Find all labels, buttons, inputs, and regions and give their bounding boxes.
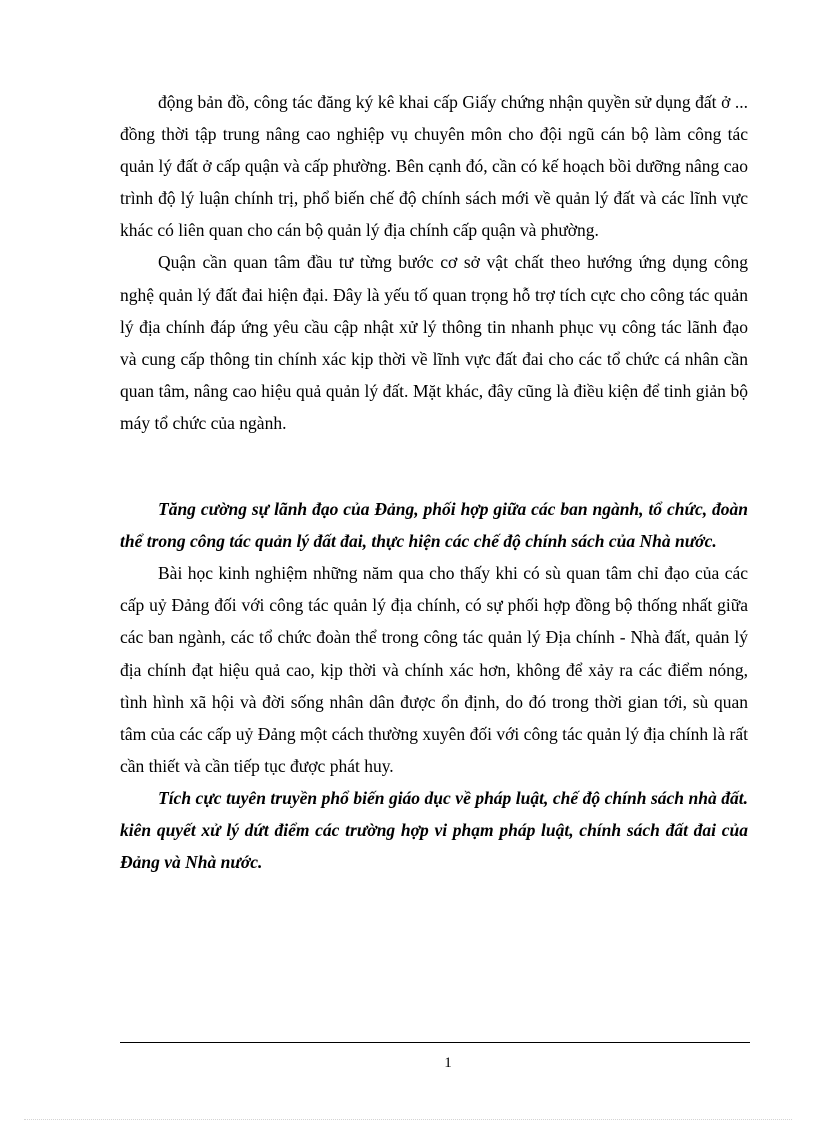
page-bottom-edge <box>24 1119 792 1120</box>
footer-divider <box>120 1042 750 1043</box>
section-spacer <box>120 439 748 493</box>
page-number: 1 <box>444 1055 452 1071</box>
page-body <box>120 86 748 878</box>
paragraph-infrastructure-investment: Quận cần quan tâm đầu tư từng bước cơ sở vật chất theo hướng ứng dụng công nghệ quản lý đất đai hiện đại. Đây là yếu tố quan trọng hỗ trợ tích cực cho công tác quản lý địa chính đáp ứng yêu cầu cập nhật xử lý thông tin nhanh phục vụ công tác lãnh đạo và cung cấp thông tin chính xác kịp thời về lĩnh vực đất đai cho các tổ chức cá nhân cần quan tâm, nâng cao hiệu quả quản lý đất. Mặt khác, đây cũng là điều kiện để tinh giản bộ máy tổ chức của ngành. <box>120 252 748 433</box>
paragraph-staff-training: động bản đồ, công tác đăng ký kê khai cấp Giấy chứng nhận quyền sử dụng đất ở ... đồng thời tập trung nâng cao nghiệp vụ chuyên môn cho đội ngũ cán bộ làm công tác quản lý đất ở cấp quận và cấp phường. Bên cạnh đó, cần có kế hoạch bồi dưỡng nâng cao trình độ lý luận chính trị, phổ biến chế độ chính sách mới về quản lý đất và các lĩnh vực khác có liên quan cho cán bộ quản lý địa chính cấp quận và phường. <box>120 92 748 241</box>
paragraph-lessons-learned: Bài học kinh nghiệm những năm qua cho thấy khi có sù quan tâm chỉ đạo của các cấp uỷ Đảng đối với công tác quản lý địa chính, có sự phối hợp đồng bộ thống nhất giữa các ban ngành, các tổ chức đoàn thể trong công tác quản lý Địa chính - Nhà đất, quản lý địa chính đạt hiệu quả cao, kịp thời và chính xác hơn, không để xảy ra các điểm nóng, tình hình xã hội và đời sống nhân dân được ổn định, do đó trong thời gian tới, sù quan tâm của các cấp uỷ Đảng một cách thường xuyên đối với công tác quản lý địa chính là rất cần thiết và cần tiếp tục được phát huy. <box>120 563 748 776</box>
section-heading-party-leadership: Tăng cường sự lãnh đạo của Đảng, phối hợp giữa các ban ngành, tổ chức, đoàn thể trong công tác quản lý đất đai, thực hiện các chế độ chính sách của Nhà nước. <box>120 499 748 552</box>
section-heading-legal-propaganda: Tích cực tuyên truyền phổ biến giáo dục về pháp luật, chế độ chính sách nhà đất. kiên quyết xử lý dứt điểm các trường hợp vi phạm pháp luật, chính sách đất đai của Đảng và Nhà nước. <box>120 787 748 873</box>
